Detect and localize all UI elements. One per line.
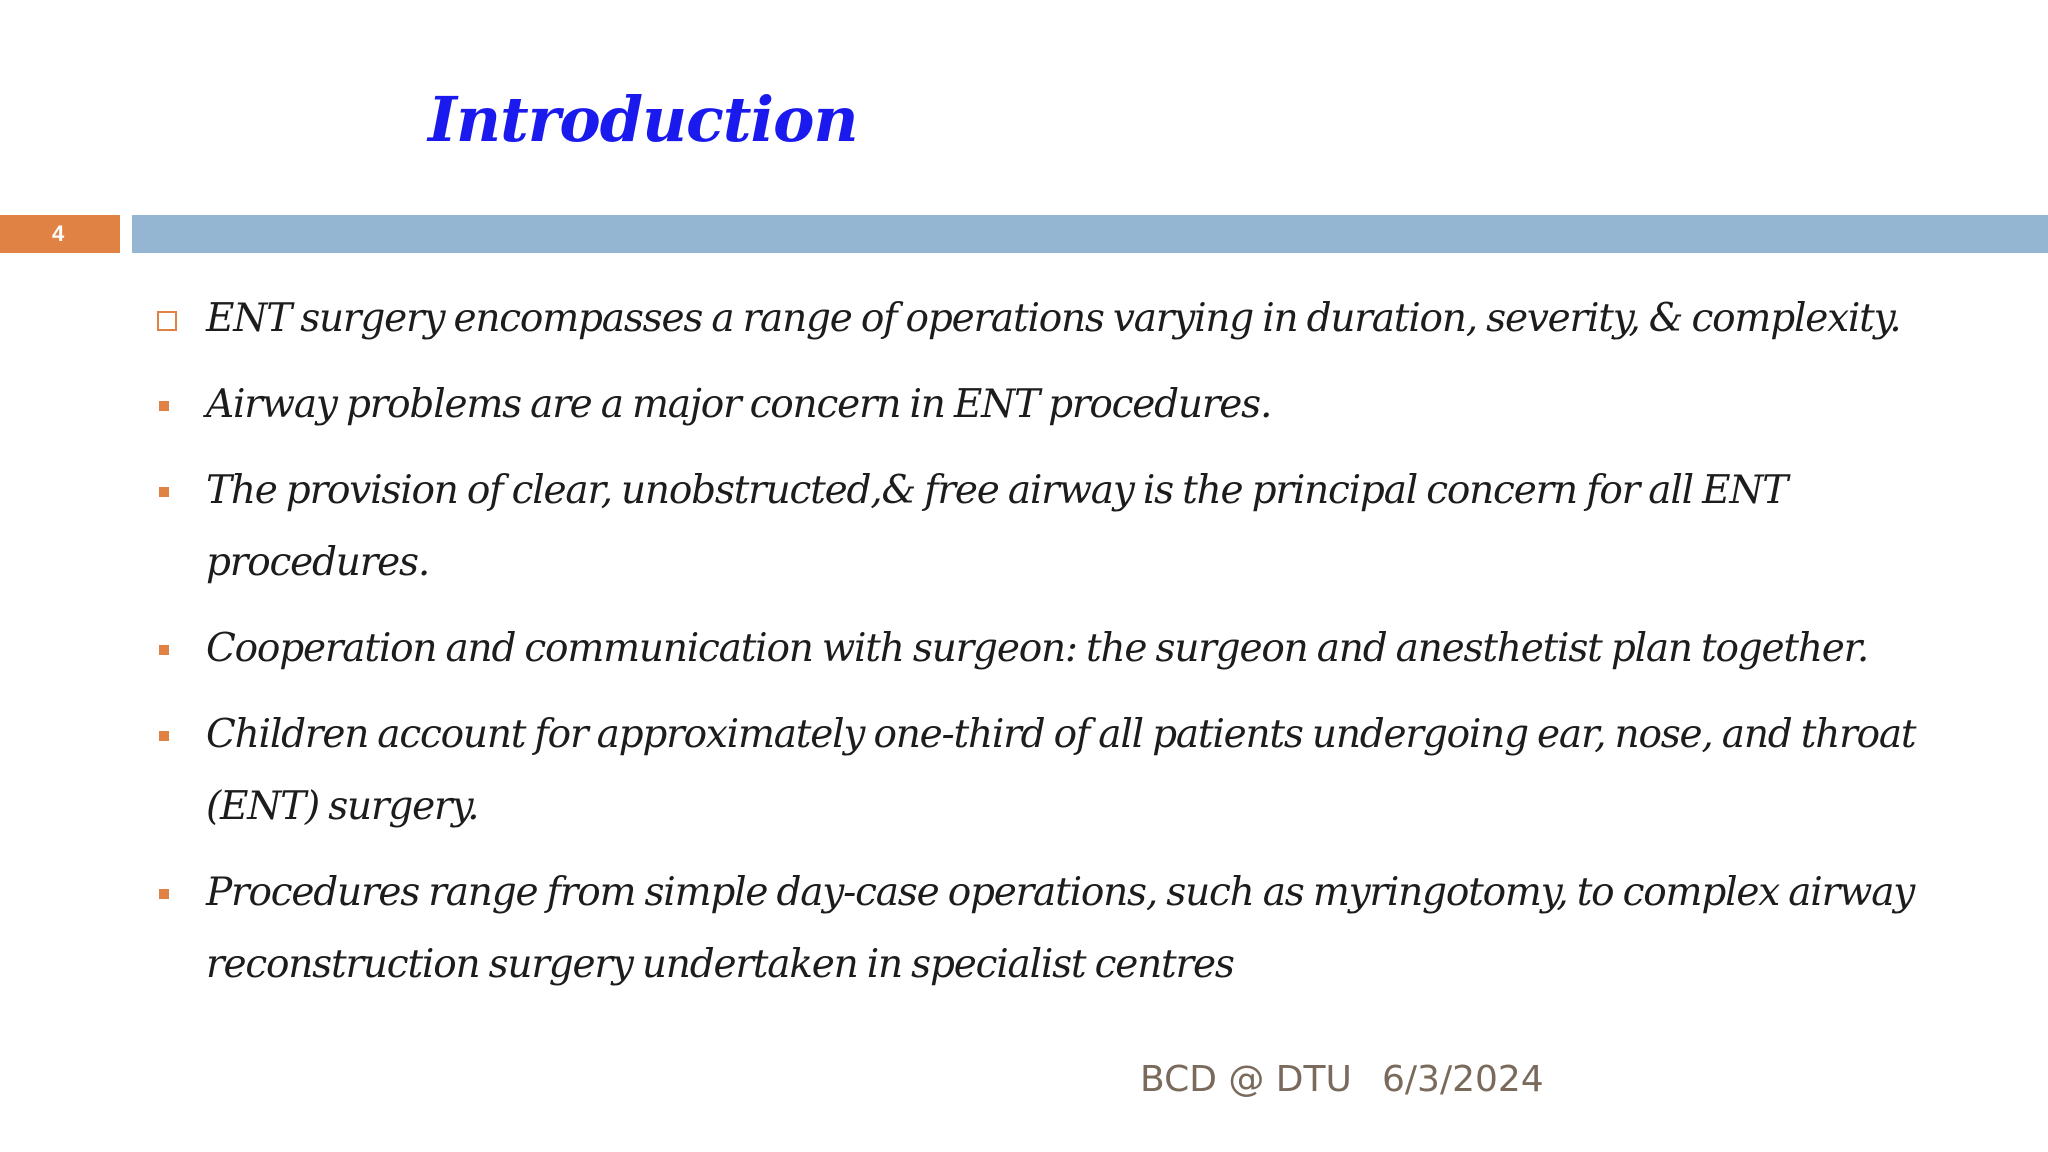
footer-text: BCD @ DTU [1140, 1059, 1352, 1100]
square-bullet-icon [155, 613, 179, 685]
bullet-text: Cooperation and communication with surgeon: the surgeon and anesthetist plan together. [206, 626, 1869, 671]
bullet-text: Children account for approximately one-third of all patients undergoing ear, nose, and throat (ENT) surgery. [206, 712, 1916, 829]
bullet-text: Airway problems are a major concern in ENT procedures. [206, 382, 1272, 427]
bullet-text: ENT surgery encompasses a range of operations varying in duration, severity, & complexity. [206, 296, 1901, 341]
bullet-text: Procedures range from simple day-case operations, such as myringotomy, to complex airway reconstruction surgery undertaken in specialist centres [206, 870, 1915, 987]
bullet-item [0, 857, 2048, 1001]
square-bullet-icon [155, 455, 179, 527]
square-bullet-icon [155, 369, 179, 441]
square-bullet-icon [155, 699, 179, 771]
bullet-item [0, 283, 2048, 355]
square-outline-bullet-icon [155, 283, 179, 355]
square-bullet-icon [155, 857, 179, 929]
bullet-item [0, 455, 2048, 599]
slide-number-badge: 4 [0, 215, 120, 253]
header-divider-bar [132, 215, 2048, 253]
bullet-item [0, 613, 2048, 685]
slide-title: Introduction [428, 83, 858, 156]
bullet-item [0, 369, 2048, 441]
bullet-item [0, 699, 2048, 843]
bullet-list [0, 283, 2048, 1015]
footer-date: 6/3/2024 [1382, 1059, 1544, 1100]
bullet-text: The provision of clear, unobstructed,& free airway is the principal concern for all ENT procedures. [206, 468, 1788, 585]
